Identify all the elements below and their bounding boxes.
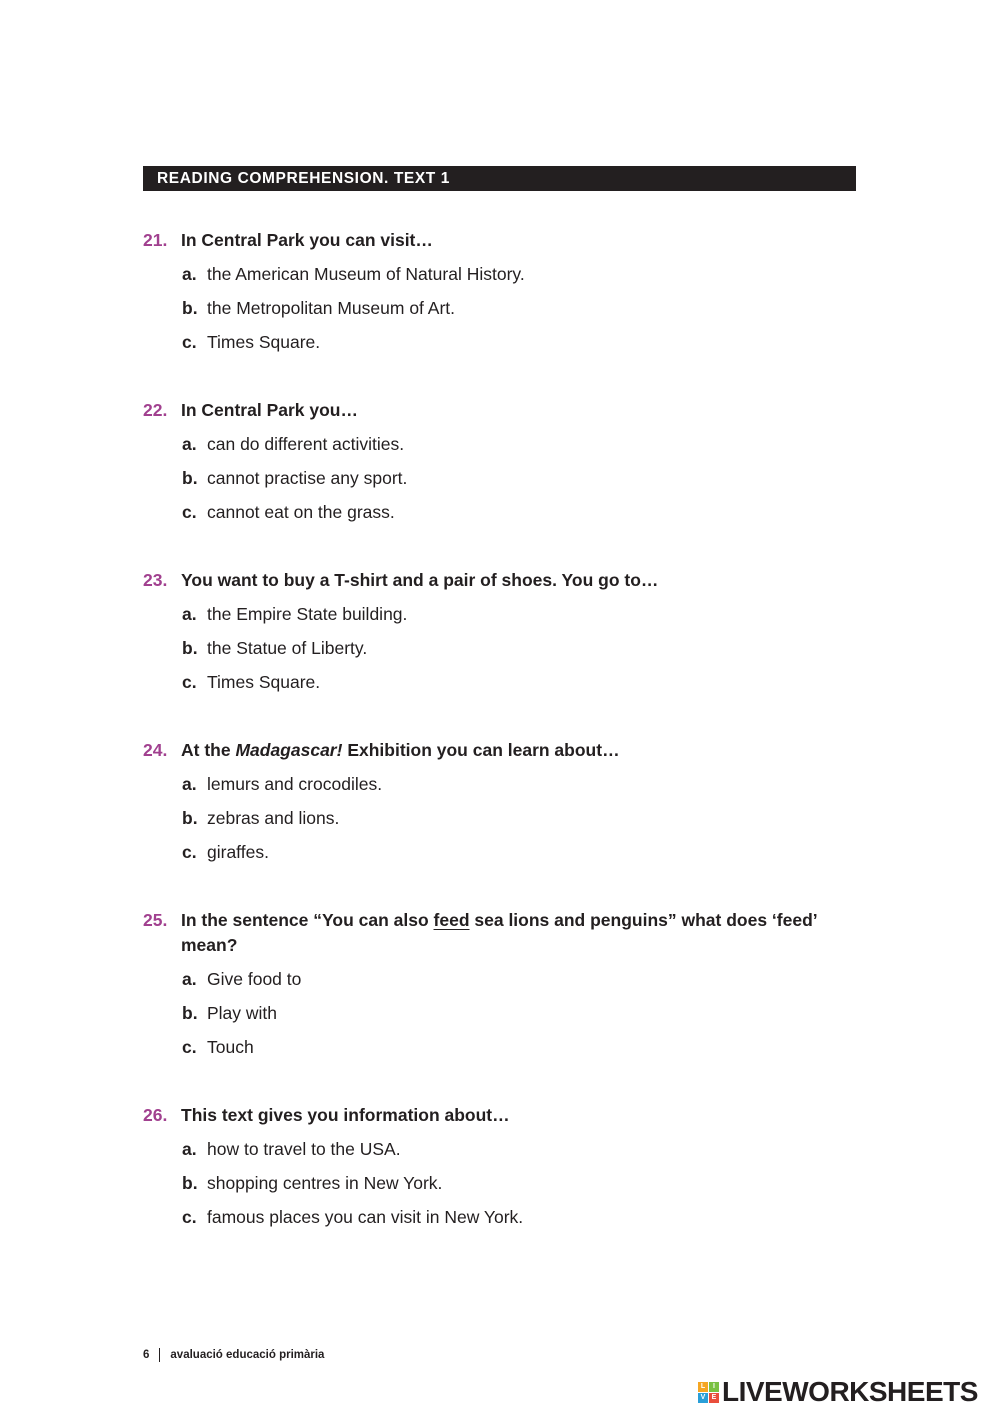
- option-text: the Metropolitan Museum of Art.: [207, 298, 456, 318]
- option-letter: c.: [182, 842, 197, 862]
- option-text: giraffes.: [207, 842, 269, 862]
- option-text: Touch: [207, 1037, 254, 1057]
- question-21: [143, 228, 856, 364]
- option-text: Times Square.: [207, 332, 321, 352]
- question-text: [181, 738, 856, 763]
- question-24: [143, 738, 856, 874]
- answer-option-a[interactable]: [182, 772, 856, 806]
- option-text: the Empire State building.: [207, 604, 408, 624]
- option-letter: c.: [182, 502, 197, 522]
- answer-option-a[interactable]: [182, 262, 856, 296]
- answer-option-a[interactable]: [182, 432, 856, 466]
- answer-option-b[interactable]: [182, 296, 856, 330]
- question-22: [143, 398, 856, 534]
- option-text: how to travel to the USA.: [207, 1139, 401, 1159]
- option-letter: b.: [182, 1173, 198, 1193]
- question-number: 21.: [143, 230, 168, 250]
- option-text: Play with: [207, 1003, 278, 1023]
- option-letter: c.: [182, 1207, 197, 1227]
- option-text: Give food to: [207, 969, 302, 989]
- option-text: the Statue of Liberty.: [207, 638, 368, 658]
- option-letter: a.: [182, 434, 197, 454]
- question-number: 25.: [143, 910, 168, 930]
- option-letter: b.: [182, 638, 198, 658]
- option-letter: b.: [182, 298, 198, 318]
- answer-options: [143, 967, 856, 1069]
- question-number: 26.: [143, 1105, 168, 1125]
- logo-letter: I: [709, 1382, 719, 1392]
- option-letter: a.: [182, 264, 197, 284]
- underlined-word: feed: [433, 910, 470, 930]
- question-26: [143, 1103, 856, 1239]
- question-text: You want to buy a T-shirt and a pair of shoes. You go to…: [181, 570, 659, 590]
- option-letter: a.: [182, 774, 197, 794]
- option-letter: b.: [182, 1003, 198, 1023]
- question-23: [143, 568, 856, 704]
- answer-option-b[interactable]: [182, 1001, 856, 1035]
- option-text: zebras and lions.: [207, 808, 340, 828]
- option-letter: b.: [182, 468, 198, 488]
- option-text: lemurs and crocodiles.: [207, 774, 383, 794]
- footer-divider: [159, 1348, 160, 1362]
- question-number: 24.: [143, 740, 168, 760]
- option-letter: c.: [182, 332, 197, 352]
- question-text-start: At the: [181, 740, 236, 760]
- question-text: In Central Park you…: [181, 400, 358, 420]
- question-stem: [143, 228, 856, 253]
- question-25: [143, 908, 856, 1069]
- page-footer: [143, 1348, 324, 1362]
- answer-option-a[interactable]: [182, 602, 856, 636]
- answer-options: [143, 262, 856, 364]
- question-text: This text gives you information about…: [181, 1105, 510, 1125]
- answer-options: [143, 432, 856, 534]
- section-header: READING COMPREHENSION. TEXT 1: [143, 166, 856, 191]
- logo-letter: V: [698, 1393, 708, 1403]
- question-text-end: Exhibition you can learn about…: [342, 740, 620, 760]
- page-number: 6: [143, 1349, 150, 1361]
- liveworksheets-logo-icon: [698, 1382, 719, 1403]
- question-stem: [143, 908, 856, 958]
- answer-option-c[interactable]: [182, 330, 856, 364]
- answer-option-a[interactable]: [182, 967, 856, 1001]
- answer-option-b[interactable]: [182, 466, 856, 500]
- option-text: famous places you can visit in New York.: [207, 1207, 524, 1227]
- logo-letter: E: [709, 1393, 719, 1403]
- answer-option-c[interactable]: [182, 1205, 856, 1239]
- option-letter: b.: [182, 808, 198, 828]
- answer-option-c[interactable]: [182, 840, 856, 874]
- question-stem: [143, 398, 856, 423]
- option-text: the American Museum of Natural History.: [207, 264, 525, 284]
- option-text: Times Square.: [207, 672, 321, 692]
- answer-options: [143, 772, 856, 874]
- answer-option-a[interactable]: [182, 1137, 856, 1171]
- question-text: [181, 908, 856, 958]
- question-text: In Central Park you can visit…: [181, 230, 433, 250]
- liveworksheets-logo-text: LIVEWORKSHEETS: [722, 1376, 978, 1407]
- logo-letter: L: [698, 1382, 708, 1392]
- publication-title: avaluació educació primària: [170, 1349, 325, 1361]
- answer-option-b[interactable]: [182, 806, 856, 840]
- answer-option-c[interactable]: [182, 500, 856, 534]
- question-number: 23.: [143, 570, 168, 590]
- question-number: 22.: [143, 400, 168, 420]
- answer-option-c[interactable]: [182, 670, 856, 704]
- option-text: can do different activities.: [207, 434, 405, 454]
- question-stem: [143, 1103, 856, 1128]
- option-letter: a.: [182, 604, 197, 624]
- answer-option-c[interactable]: [182, 1035, 856, 1069]
- option-letter: a.: [182, 1139, 197, 1159]
- liveworksheets-watermark: [698, 1376, 978, 1408]
- question-text-end: sea lions and penguins” what does ‘feed’ mean?: [181, 910, 817, 955]
- question-stem: [143, 568, 856, 593]
- answer-options: [143, 1137, 856, 1239]
- answer-option-b[interactable]: [182, 1171, 856, 1205]
- option-text: cannot practise any sport.: [207, 468, 408, 488]
- option-letter: c.: [182, 1037, 197, 1057]
- question-text-start: In the sentence “You can also: [181, 910, 434, 930]
- option-text: shopping centres in New York.: [207, 1173, 443, 1193]
- answer-options: [143, 602, 856, 704]
- exhibition-title: Madagascar!: [235, 740, 343, 760]
- option-text: cannot eat on the grass.: [207, 502, 395, 522]
- answer-option-b[interactable]: [182, 636, 856, 670]
- question-stem: [143, 738, 856, 763]
- option-letter: a.: [182, 969, 197, 989]
- option-letter: c.: [182, 672, 197, 692]
